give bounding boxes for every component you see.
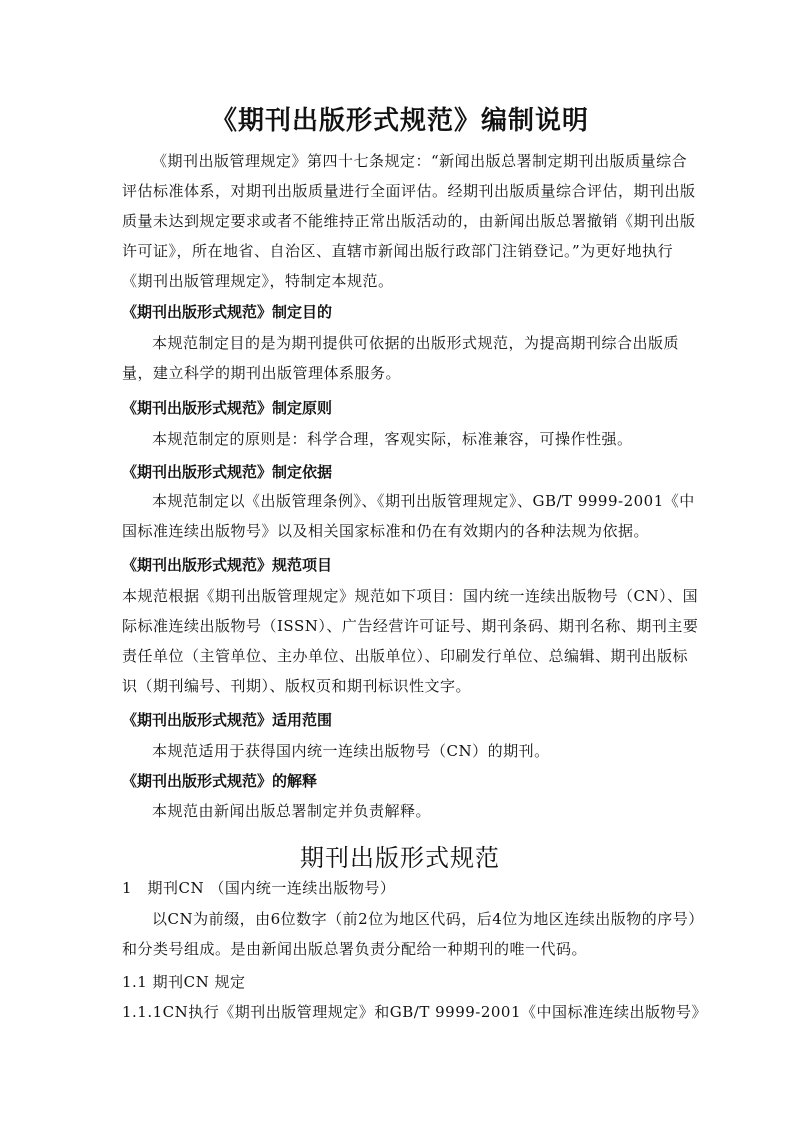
clause-1-1-heading: 1.1 期刊CN 规定 bbox=[122, 973, 246, 991]
clause-1-1-1-text: 1.1.1CN执行《期刊出版管理规定》和GB/T 9999-2001《中国标准连续出版物号》 bbox=[122, 1003, 708, 1021]
section-heading-principle: 《期刊出版形式规范》制定原则 bbox=[122, 399, 333, 417]
section-heading-interpretation: 《期刊出版形式规范》的解释 bbox=[122, 772, 318, 790]
clause-1-body: 以CN为前缀，由6位数字（前2位为地区代码，后4位为地区连续出版物的序号）和分类号组成。是由新闻出版总署负责分配给一种期刊的唯一代码。 bbox=[122, 910, 697, 958]
section-body-basis: 本规范制定以《出版管理条例》、《期刊出版管理规定》、GB/T 9999-2001《中国标准连续出版物号》以及相关国家标准和仍在有效期内的各种法规为依据。 bbox=[122, 492, 695, 540]
section-body-purpose: 本规范制定目的是为期刊提供可依据的出版形式规范，为提高期刊综合出版质量，建立科学的期刊出版管理体系服务。 bbox=[122, 334, 680, 382]
clause-1-heading: 1 期刊CN （国内统一连续出版物号） bbox=[122, 879, 396, 897]
section-body-scope: 本规范适用于获得国内统一连续出版物号（CN）的期刊。 bbox=[152, 742, 550, 760]
section-heading-purpose: 《期刊出版形式规范》制定目的 bbox=[122, 303, 333, 321]
section-body-items: 本规范根据《期刊出版管理规定》规范如下项目：国内统一连续出版物号（CN）、国际标准连续出版物号（ISSN）、广告经营许可证号、期刊条码、期刊名称、期刊主要责任单位（主管单位、主办单位、出版单位）、印刷发行单位、总编辑、期刊出版标识（期刊编号、刊期）、版权页和期刊标识性文字。 bbox=[122, 587, 699, 695]
intro-paragraph: 《期刊出版管理规定》第四十七条规定：“新闻出版总署制定期刊出版质量综合评估标准体系，对期刊出版质量进行全面评估。经期刊出版质量综合评估，期刊出版质量未达到规定要求或者不能维持正常出版活动的，由新闻出版总署撤销《期刊出版许可证》，所在地省、自治区、直辖市新闻出版行政部门注销登记。”为更好地执行《期刊出版管理规定》，特制定本规范。 bbox=[122, 152, 696, 290]
section-body-interpretation: 本规范由新闻出版总署制定并负责解释。 bbox=[152, 802, 432, 820]
section-body-principle: 本规范制定的原则是：科学合理，客观实际，标准兼容，可操作性强。 bbox=[152, 430, 633, 448]
standard-title: 期刊出版形式规范 bbox=[300, 844, 500, 872]
section-heading-scope: 《期刊出版形式规范》适用范围 bbox=[122, 711, 333, 729]
document-title: 《期刊出版形式规范》编制说明 bbox=[210, 106, 589, 136]
section-heading-items: 《期刊出版形式规范》规范项目 bbox=[122, 556, 333, 574]
section-heading-basis: 《期刊出版形式规范》制定依据 bbox=[122, 463, 333, 481]
